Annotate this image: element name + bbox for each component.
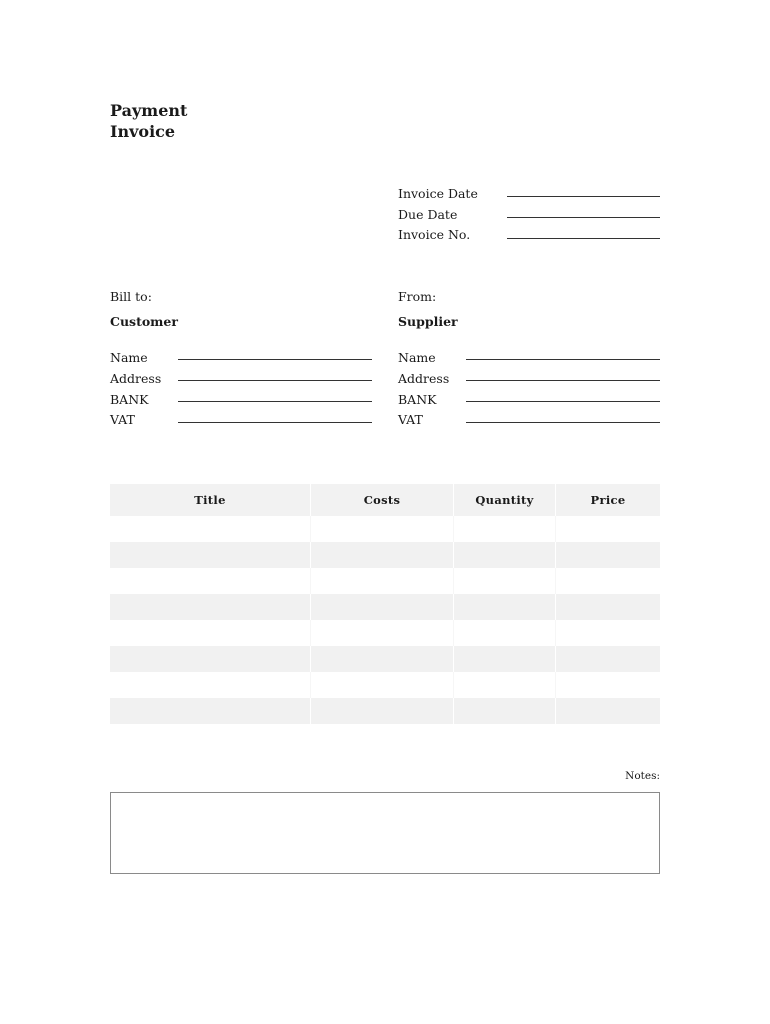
- document-title: [110, 100, 187, 142]
- title-line-2: Invoice: [110, 122, 176, 141]
- table-cell[interactable]: [110, 568, 311, 594]
- from-heading: From:: [398, 289, 437, 304]
- table-cell[interactable]: [110, 620, 311, 646]
- supplier-bank-field[interactable]: [466, 401, 660, 402]
- table-cell[interactable]: [311, 646, 454, 672]
- table-cell[interactable]: [311, 698, 454, 724]
- table-cell[interactable]: [556, 620, 660, 646]
- table-cell[interactable]: [110, 516, 311, 542]
- supplier-name-label: Name: [398, 350, 436, 365]
- table-cell[interactable]: [311, 568, 454, 594]
- customer-vat-field[interactable]: [178, 422, 372, 423]
- table-cell[interactable]: [556, 646, 660, 672]
- customer-name-field[interactable]: [178, 359, 372, 360]
- table-cell[interactable]: [556, 672, 660, 698]
- customer-address-field[interactable]: [178, 380, 372, 381]
- notes-label: Notes:: [625, 770, 660, 782]
- column-header-quantity: Quantity: [454, 484, 556, 516]
- table-cell[interactable]: [556, 542, 660, 568]
- table-cell[interactable]: [110, 646, 311, 672]
- customer-vat-label: VAT: [110, 412, 135, 427]
- table-cell[interactable]: [311, 516, 454, 542]
- invoice-number-label: Invoice No.: [398, 227, 471, 242]
- customer-heading: Customer: [110, 314, 178, 329]
- supplier-bank-label: BANK: [398, 392, 437, 407]
- table-cell[interactable]: [556, 516, 660, 542]
- table-cell[interactable]: [454, 542, 556, 568]
- table-row: [110, 646, 660, 672]
- table-header-row: [110, 484, 660, 516]
- table-cell[interactable]: [311, 620, 454, 646]
- table-cell[interactable]: [454, 698, 556, 724]
- table-row: [110, 594, 660, 620]
- table-cell[interactable]: [110, 594, 311, 620]
- bill-to-heading: Bill to:: [110, 289, 152, 304]
- table-cell[interactable]: [311, 672, 454, 698]
- column-header-costs: Costs: [311, 484, 454, 516]
- table-row: [110, 698, 660, 724]
- supplier-heading: Supplier: [398, 314, 458, 329]
- customer-address-label: Address: [110, 371, 162, 386]
- table-cell[interactable]: [454, 620, 556, 646]
- table-cell[interactable]: [110, 672, 311, 698]
- table-row: [110, 672, 660, 698]
- table-cell[interactable]: [110, 542, 311, 568]
- supplier-address-label: Address: [398, 371, 450, 386]
- customer-name-label: Name: [110, 350, 148, 365]
- table-cell[interactable]: [454, 594, 556, 620]
- invoice-number-field[interactable]: [507, 238, 660, 239]
- due-date-field[interactable]: [507, 217, 660, 218]
- items-table: [110, 484, 660, 724]
- customer-bank-label: BANK: [110, 392, 149, 407]
- table-row: [110, 516, 660, 542]
- invoice-date-field[interactable]: [507, 196, 660, 197]
- table-row: [110, 620, 660, 646]
- table-cell[interactable]: [454, 568, 556, 594]
- table-row: [110, 542, 660, 568]
- table-cell[interactable]: [556, 568, 660, 594]
- customer-bank-field[interactable]: [178, 401, 372, 402]
- column-header-title: Title: [110, 484, 311, 516]
- supplier-name-field[interactable]: [466, 359, 660, 360]
- supplier-address-field[interactable]: [466, 380, 660, 381]
- supplier-vat-label: VAT: [398, 412, 423, 427]
- table-row: [110, 568, 660, 594]
- table-cell[interactable]: [454, 516, 556, 542]
- supplier-vat-field[interactable]: [466, 422, 660, 423]
- table-cell[interactable]: [556, 698, 660, 724]
- invoice-date-label: Invoice Date: [398, 186, 478, 201]
- column-header-price: Price: [590, 493, 626, 507]
- table-cell[interactable]: [454, 672, 556, 698]
- due-date-label: Due Date: [398, 207, 458, 222]
- table-cell[interactable]: [311, 542, 454, 568]
- notes-box[interactable]: [110, 792, 660, 874]
- table-cell[interactable]: [556, 594, 660, 620]
- table-cell[interactable]: [311, 594, 454, 620]
- table-cell[interactable]: [110, 698, 311, 724]
- table-cell[interactable]: [454, 646, 556, 672]
- title-line-1: Payment: [110, 101, 188, 120]
